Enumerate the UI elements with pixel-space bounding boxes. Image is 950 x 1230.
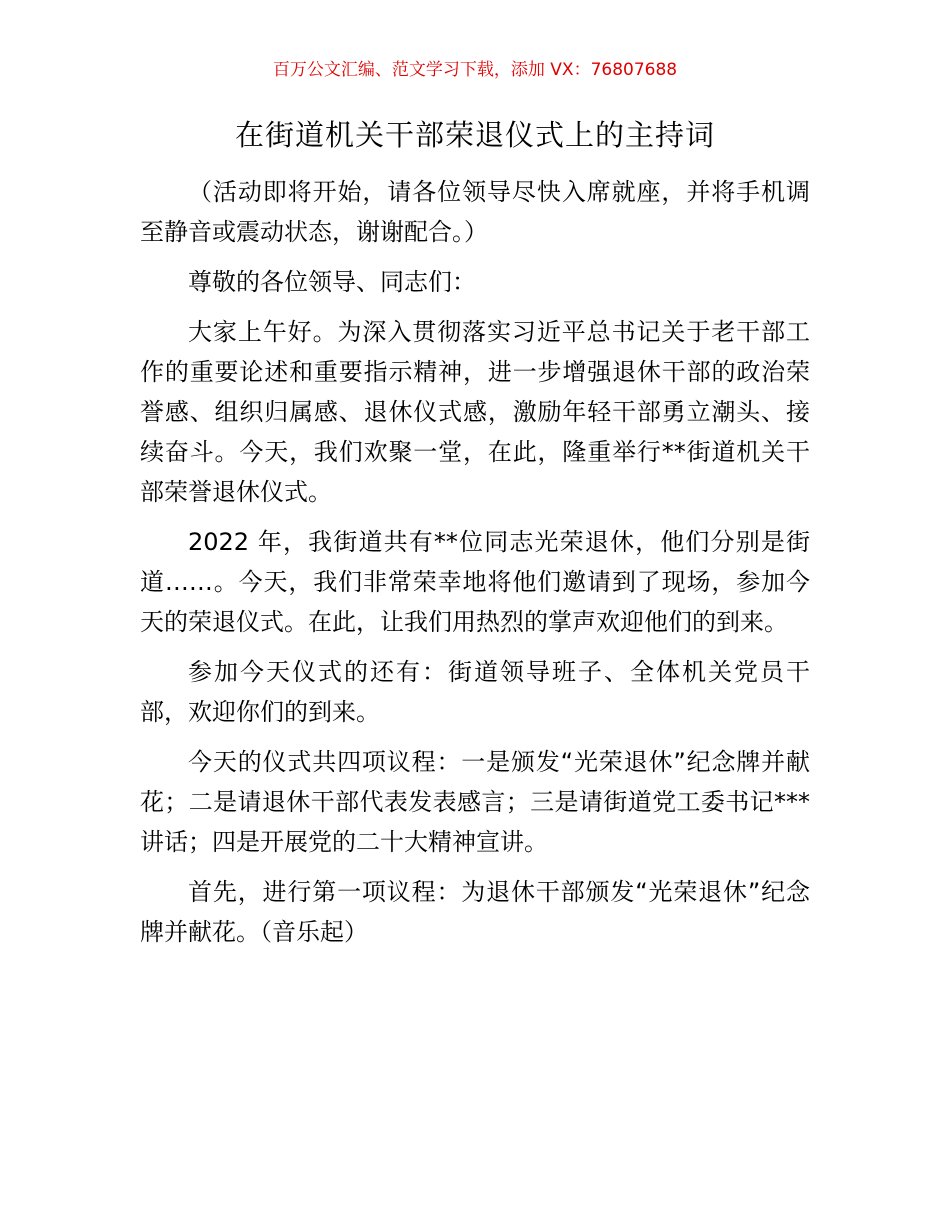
document-body [140, 172, 810, 962]
paragraph-opening-notice: （活动即将开始，请各位领导尽快入席就座，并将手机调至静音或震动状态，谢谢配合。） [140, 178, 810, 246]
document-title: 在街道机关干部荣退仪式上的主持词 [234, 118, 715, 152]
paragraph-retirees: 2022 年，我街道共有**位同志光荣退休，他们分别是街道……。今天，我们非常荣幸地将他们邀请到了现场，参加今天的荣退仪式。在此，让我们用热烈的掌声欢迎他们的到来。 [140, 528, 810, 636]
paragraph-attendees: 参加今天仪式的还有：街道领导班子、全体机关党员干部，欢迎你们的到来。 [140, 658, 810, 726]
paragraph-greeting: 大家上午好。为深入贯彻落实习近平总书记关于老干部工作的重要论述和重要指示精神，进一步增强退休干部的政治荣誉感、组织归属感、退休仪式感，激励年轻干部勇立潮头、接续奋斗。今天，我们欢聚一堂，在此，隆重举行**街道机关干部荣誉退休仪式。 [140, 318, 810, 506]
paragraph-agenda: 今天的仪式共四项议程：一是颁发“光荣退休”纪念牌并献花；二是请退休干部代表发表感言；三是请街道党工委书记***讲话；四是开展党的二十大精神宣讲。 [140, 748, 810, 856]
paragraph-salutation: 尊敬的各位领导、同志们： [188, 268, 476, 296]
paragraph-first-item: 首先，进行第一项议程：为退休干部颁发“光荣退休”纪念牌并献花。（音乐起） [140, 878, 810, 946]
header-banner: 百万公文汇编、范文学习下载，添加 VX：76807688 [272, 60, 678, 80]
